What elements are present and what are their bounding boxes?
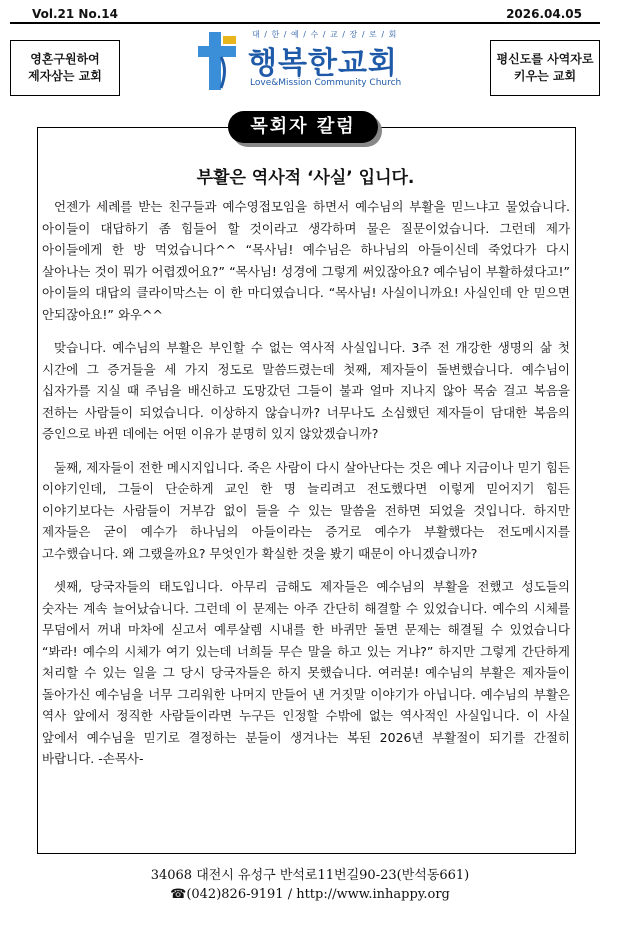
volume-number: Vol.21 No.14 — [32, 7, 118, 21]
column-body — [42, 196, 570, 782]
paragraph-3: 둘째, 제자들이 전한 메시지입니다. 죽은 사람이 다시 살아난다는 것은 예나 지금이나 믿기 힘든 이야기인데, 그들이 단순하게 교인 한 명 늘리려고 전도했다면 이렇게 믿어지기 힘든 이야기보다는 사람들이 거부감 없이 들을 수 있는 말씀을 전하면 되었을 것입니다. 하지만 제자들은 굳이 예수가 하나님의 아들이라는 증거로 예수가 부활했다는 전도메시지를 고수했습니다. 왜 그랬을까요? 무엇인가 확실한 것을 봤기 때문이 아니겠습니까? — [42, 459, 570, 561]
church-english-name: Love&Mission Community Church — [250, 78, 402, 88]
church-logo — [196, 26, 432, 98]
footer-address — [0, 866, 620, 904]
denomination-text: 대 / 한 / 예 / 수 / 교 / 장 / 로 / 회 — [252, 30, 398, 39]
cross-icon — [196, 30, 240, 92]
left-motto-line-2: 제자삼는 교회 — [28, 69, 102, 83]
left-motto-line-1: 영혼구원하여 — [30, 52, 100, 66]
issue-date: 2026.04.05 — [506, 7, 582, 21]
left-motto-box — [10, 40, 120, 96]
contact-line: ☎(042)826-9191 / http://www.inhappy.org — [170, 887, 450, 902]
paragraph-4: 셋째, 당국자들의 태도입니다. 아무리 금해도 제자들은 예수님의 부활을 전했고 성도들의 숫자는 계속 늘어났습니다. 그런데 이 문제는 아주 간단히 해결할 수 있었습니다. 예수의 시체를 무덤에서 꺼내 마차에 싣고서 예루살렘 시내를 한 바퀴만 돌면 문제는 해결될 수 있었습니다 “봐라! 예수의 시체가 여기 있는데 너희들 무슨 말을 하고 있는 거냐?” 하지만 그렇게 간단하게 처리할 수 있는 일을 그 당시 당국자들은 하지 못했습니다. 여러분! 예수님의 부활은 제자들이 돌아가신 예수님을 너무 그리워한 나머지 만들어 낸 거짓말 이야기가 아닙니다. 예수님의 부활은 역사 앞에서 정직한 사람들이라면 누구든 인정할 수밖에 없는 역사적인 사실입니다. 이 사실 앞에서 예수님을 믿기로 결정하는 분들이 생겨나는 복된 2026년 부활절이 되기를 간절히 바랍니다. -손목사- — [42, 579, 570, 766]
paragraph-1: 언젠가 세례를 받는 친구들과 예수영접모임을 하면서 예수님의 부활을 믿느냐고 물었습니다. 아이들이 대답하기 좀 힘들어 할 것이라고 생각하며 물은 질문이었습니다. 그런데 제가 아이들에게 한 방 먹었습니다^^ “목사님! 예수님은 하나님의 아들이신데 죽었다가 다시 살아나는 것이 뭐가 어렵겠어요?” “목사님! 성경에 그렇게 써있잖아요? 예수님이 부활하셨다고!” 아이들의 대답의 클라이막스는 이 한 마디였습니다. “목사님! 사실이니까요! 사실인데 안 믿으면 안되잖아요!” 와우^^ — [42, 199, 570, 322]
right-motto-line-1: 평신도를 사역자로 — [496, 52, 594, 66]
postal-address: 34068 대전시 유성구 반석로11번길90-23(반석동661) — [150, 868, 470, 883]
right-motto-box — [490, 40, 600, 96]
church-name: 행복한교회 — [248, 46, 398, 81]
right-motto-line-2: 키우는 교회 — [513, 69, 577, 83]
header-rule — [10, 22, 600, 24]
column-title: 부활은 역사적 ‘사실’ 입니다. — [196, 168, 415, 188]
column-label: 목회자 칼럼 — [228, 111, 378, 143]
paragraph-2: 맞습니다. 예수님의 부활은 부인할 수 없는 역사적 사실입니다. 3주 전 개강한 생명의 삶 첫 시간에 그 증거들을 세 가지 정도로 말씀드렸는데 첫째, 제자들이 돌변했습니다. 예수님이 십자가를 지실 때 주님을 배신하고 도망갔던 그들이 불과 얼마 지나지 않아 목숨 걸고 복음을 전하는 사람들이 되었습니다. 이상하지 않습니까? 너무나도 소심했던 제자들이 담대한 복음의 증인으로 바뀐 데에는 어떤 이유가 분명히 있지 않았겠습니까? — [42, 340, 570, 441]
